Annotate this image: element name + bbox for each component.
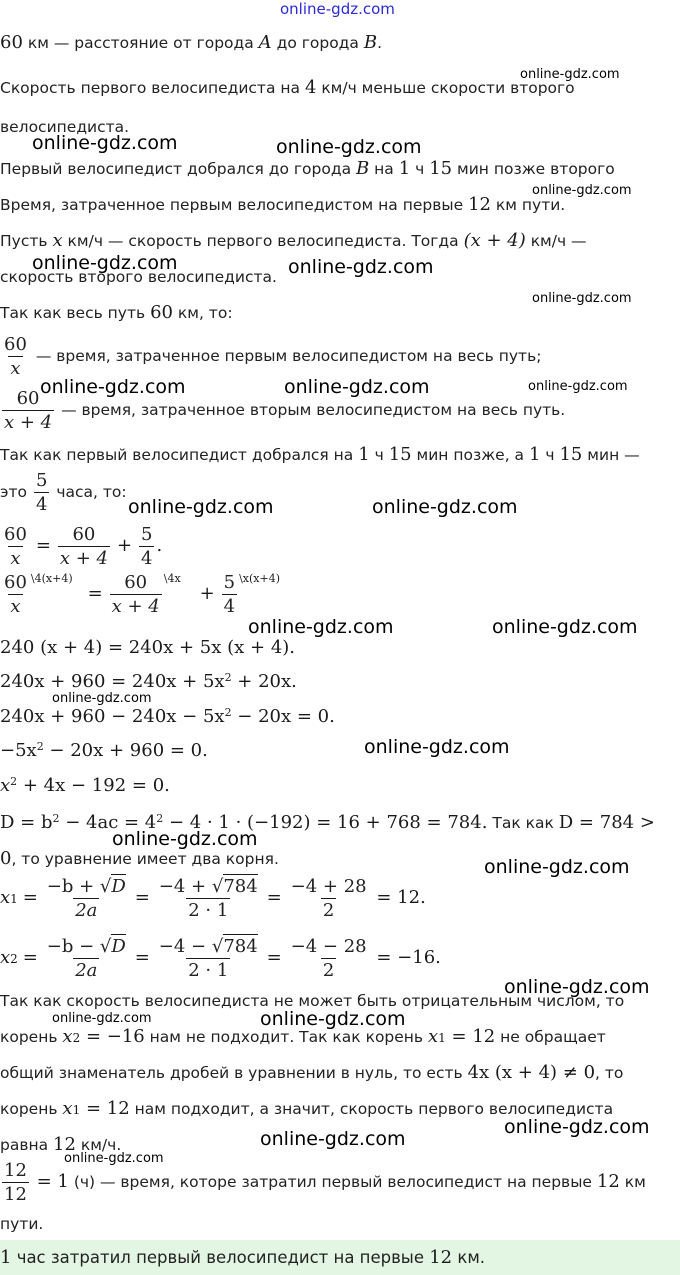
fraction — [289, 876, 369, 921]
subscript: 1 — [72, 1103, 81, 1117]
numerator: 60 — [124, 572, 148, 593]
watermark: online-gdz.com — [40, 376, 186, 398]
watermark: online-gdz.com — [504, 976, 650, 998]
text-line — [0, 470, 674, 515]
denominator: 4 — [140, 548, 153, 569]
radicand: D — [111, 876, 126, 897]
equation — [0, 671, 674, 693]
numerator: 5 — [223, 572, 236, 593]
watermark: online-gdz.com — [532, 183, 632, 198]
math-number: 4 — [304, 77, 317, 98]
math-var: A — [258, 32, 272, 53]
exponent: 2 — [224, 671, 232, 684]
text: (ч) — время, которе затратил первый велосипедист на первые — [68, 1173, 597, 1191]
math-expr: D = b — [0, 812, 53, 833]
math-expr: = −16. — [370, 947, 441, 968]
math-expr: − 4ac = 4 — [59, 812, 157, 833]
watermark: online-gdz.com — [532, 291, 632, 306]
math-number: 15 — [429, 158, 453, 179]
watermark: online-gdz.com — [364, 736, 510, 758]
text: , то — [595, 1064, 624, 1082]
multiplier: \4x — [163, 572, 181, 585]
numerator: −b − — [46, 936, 100, 957]
text: не обращает — [495, 1028, 606, 1046]
math-number: 1 — [0, 1247, 12, 1268]
math-var: x — [428, 1026, 439, 1047]
text-line — [0, 444, 674, 466]
numerator: 12 — [4, 1160, 27, 1181]
subscript: 2 — [72, 1031, 81, 1045]
numerator: −4 + — [158, 876, 212, 897]
math-expr: = 12 — [80, 1098, 130, 1119]
watermark: online-gdz.com — [32, 252, 178, 274]
numerator: 60 — [4, 334, 27, 355]
equation — [0, 572, 674, 617]
math-var: x — [0, 887, 11, 908]
watermark: online-gdz.com — [492, 616, 638, 638]
math-number: 60 — [0, 32, 23, 53]
text: км пути. — [490, 196, 566, 214]
math-number: 12 — [53, 1134, 76, 1155]
math-op: = — [134, 947, 150, 968]
text: , то уравнение имеет два корня. — [11, 850, 279, 868]
math-op: = — [134, 887, 150, 908]
equation — [0, 524, 674, 569]
fraction: $\frac{-4 - √784}{2 \cdot 1}$ — [158, 936, 258, 981]
denominator: 2a — [75, 900, 98, 921]
text: корень — [0, 1028, 63, 1046]
text-line — [0, 1160, 674, 1205]
text: км. — [452, 1248, 486, 1267]
math-number: 1 — [358, 444, 370, 465]
numerator: 60 — [72, 524, 96, 545]
text: км/ч. — [75, 1136, 122, 1154]
denominator: x — [10, 548, 21, 569]
text-line — [0, 32, 674, 54]
math-op: = — [22, 947, 38, 968]
watermark: online-gdz.com — [248, 616, 394, 638]
fraction — [289, 936, 369, 981]
fraction: $\frac{-4 + √784}{2 \cdot 1}$ — [158, 876, 258, 921]
radicand: 784 — [223, 876, 258, 897]
exponent: 2 — [224, 706, 232, 719]
text: час затратил первый велосипедист на первые — [11, 1248, 430, 1267]
text-line — [0, 334, 674, 379]
math-expr: − 20x = 0. — [231, 706, 335, 727]
text: Так как — [487, 814, 559, 832]
math-number: 12 — [596, 1171, 620, 1192]
fraction: $\frac{-b + √D}{2a}$ — [46, 876, 126, 921]
denominator: 12 — [4, 1184, 27, 1205]
text: до города — [271, 34, 364, 52]
fraction — [2, 1160, 29, 1205]
math-expr: + 20x. — [231, 671, 297, 692]
math-expr: = −16 — [80, 1026, 145, 1047]
math-var: x — [62, 1026, 73, 1047]
text: км/ч меньше скорости второго — [316, 79, 575, 97]
math-number: 12 — [468, 194, 491, 215]
text: на — [369, 160, 399, 178]
text: мин позже второго — [452, 160, 615, 178]
math-number: 15 — [388, 444, 412, 465]
math-expr: 240 (x + 4) = 240x + 5x (x + 4). — [0, 637, 296, 658]
watermark: online-gdz.com — [284, 376, 430, 398]
numerator: −4 + 28 — [290, 876, 367, 897]
radicand: 784 — [223, 936, 258, 957]
text: это — [0, 483, 32, 501]
math-op: + — [199, 583, 215, 604]
watermark: online-gdz.com — [484, 856, 630, 878]
math-number: 15 — [559, 444, 583, 465]
denominator: x + 4 — [4, 412, 53, 433]
denominator: 2 · 1 — [188, 960, 229, 981]
text: мин — — [582, 446, 640, 464]
math-expr: = 12 — [445, 1026, 496, 1047]
watermark: online-gdz.com — [276, 136, 422, 158]
denominator: x + 4 — [111, 596, 160, 617]
watermark: online-gdz.com — [128, 496, 274, 518]
text: Первый велосипедист добрался до города — [0, 160, 356, 178]
text: Так как первый велосипедист добрался на — [0, 446, 359, 464]
math-expr: − 4 · 1 · (−192) = 16 + 768 = 784. — [163, 812, 488, 833]
denominator: 4 — [35, 494, 48, 515]
denominator: 2 · 1 — [188, 900, 229, 921]
denominator: 2 — [322, 900, 335, 921]
text: нам не подходит. Так как корень — [144, 1028, 428, 1046]
watermark: online-gdz.com — [112, 828, 258, 850]
text: Скорость первого велосипедиста на — [0, 79, 305, 97]
text: скорость второго велосипедиста. — [0, 268, 277, 286]
equation — [0, 740, 674, 762]
exponent: 2 — [52, 812, 60, 825]
fraction — [110, 572, 162, 617]
math-op: = — [266, 947, 282, 968]
denominator: x — [10, 596, 21, 617]
text: мин позже, а — [411, 446, 529, 464]
text: Время, затраченное первым велосипедистом на первые — [0, 196, 469, 214]
text: часа, то: — [51, 483, 127, 501]
math-expr: −5x — [0, 740, 37, 761]
denominator: 2a — [75, 960, 98, 981]
equation — [0, 706, 674, 728]
math-expr: + 4x − 192 = 0. — [17, 775, 170, 796]
watermark: online-gdz.com — [504, 1116, 650, 1138]
math-number: 1 — [529, 444, 541, 465]
math-var: x — [0, 947, 11, 968]
watermark: online-gdz.com — [372, 496, 518, 518]
math-var: x — [62, 1098, 73, 1119]
text: велосипедиста. — [0, 118, 130, 136]
math-number: 1 — [398, 158, 411, 179]
watermark: online-gdz.com — [52, 1011, 152, 1026]
numerator: 60 — [4, 524, 27, 545]
answer-box — [0, 1240, 680, 1275]
equation — [0, 936, 674, 981]
watermark: online-gdz.com — [260, 1128, 406, 1150]
text-line — [0, 812, 674, 834]
text: км — расстояние от города — [22, 34, 259, 52]
text: км/ч — — [525, 232, 587, 250]
fraction — [58, 524, 110, 569]
text: ч — [410, 160, 430, 178]
text: . — [377, 34, 382, 52]
math-op: . — [156, 535, 163, 556]
denominator: 4 — [223, 596, 236, 617]
text-line — [0, 158, 674, 180]
numerator: 5 — [35, 470, 48, 491]
text: равна — [0, 1136, 54, 1154]
numerator: 60 — [4, 572, 27, 593]
text: км/ч — скорость первого велосипедиста. Тогда — [62, 232, 464, 250]
equation — [0, 876, 674, 921]
text: Так как весь путь — [0, 304, 151, 322]
math-op: + — [116, 535, 133, 556]
text: корень — [0, 1100, 63, 1118]
watermark: online-gdz.com — [32, 132, 178, 154]
watermark: online-gdz.com — [288, 256, 434, 278]
text: нам подходит, а значит, скорость первого велосипедиста — [129, 1100, 614, 1118]
watermark: online-gdz.com — [52, 691, 152, 706]
math-expr: = 12. — [370, 887, 426, 908]
math-number: 0 — [0, 848, 12, 869]
math-number: 60 — [150, 302, 173, 323]
exponent: 2 — [36, 740, 44, 753]
math-var: B — [363, 32, 378, 53]
math-expr: D = 784 > — [558, 812, 655, 833]
text: км, то: — [172, 304, 233, 322]
fraction: $\frac{-b - √D}{2a}$ — [46, 936, 126, 981]
multiplier: \x(x+4) — [239, 572, 280, 585]
text: Пусть — [0, 232, 53, 250]
denominator: x + 4 — [59, 548, 109, 569]
math-var: B — [356, 158, 370, 179]
denominator: x — [10, 358, 21, 379]
equation — [0, 637, 674, 659]
fraction — [34, 470, 49, 515]
text-line — [0, 1062, 674, 1084]
subscript: 1 — [10, 892, 18, 906]
text: общий знаменатель дробей в уравнении в нуль, то есть — [0, 1064, 468, 1082]
subscript: 1 — [438, 1031, 446, 1045]
text: км — [619, 1173, 646, 1191]
text-line — [0, 230, 674, 252]
denominator: 2 — [322, 960, 335, 981]
math-expr: 4x (x + 4) ≠ 0 — [467, 1062, 596, 1083]
math-op: = — [35, 535, 51, 556]
math-expr: = 1 — [30, 1171, 69, 1192]
math-expr: 240x + 960 − 240x − 5x — [0, 706, 225, 727]
exponent: 2 — [156, 812, 164, 825]
fraction — [2, 524, 29, 569]
multiplier: \4(x+4) — [30, 572, 73, 585]
fraction — [2, 572, 29, 617]
watermark: online-gdz.com — [260, 1008, 406, 1030]
numerator: −b + — [46, 876, 100, 897]
watermark-top: online-gdz.com — [280, 0, 395, 18]
math-op: = — [87, 583, 103, 604]
equation — [0, 775, 674, 797]
text-line — [0, 1213, 674, 1235]
radicand: D — [111, 936, 126, 957]
exponent: 2 — [10, 775, 18, 788]
watermark: online-gdz.com — [520, 67, 620, 82]
fraction — [2, 334, 29, 379]
subscript: 2 — [10, 952, 18, 966]
math-expr: (x + 4) — [463, 230, 526, 251]
math-var: x — [52, 230, 63, 251]
math-op: = — [266, 887, 282, 908]
numerator: −4 − — [158, 936, 212, 957]
numerator: 60 — [16, 388, 40, 409]
text: ч — [540, 446, 560, 464]
text: — время, затраченное первым велосипедистом на весь путь; — [30, 347, 542, 365]
math-var: x — [0, 775, 11, 796]
math-expr: 240x + 960 = 240x + 5x — [0, 671, 225, 692]
fraction — [222, 572, 237, 617]
watermark: online-gdz.com — [528, 379, 628, 394]
math-expr: − 20x + 960 = 0. — [43, 740, 208, 761]
numerator: −4 − 28 — [290, 936, 367, 957]
math-number: 12 — [429, 1247, 453, 1268]
math-op: = — [22, 887, 38, 908]
numerator: 5 — [140, 524, 153, 545]
watermark: online-gdz.com — [64, 1151, 164, 1166]
text: Так как скорость велосипедиста не может быть отрицательным числом, то — [0, 992, 625, 1010]
text: ч — [369, 446, 389, 464]
fraction — [139, 524, 154, 569]
text: — время, затраченное вторым велосипедистом на весь путь. — [56, 401, 566, 419]
text: пути. — [0, 1215, 44, 1233]
